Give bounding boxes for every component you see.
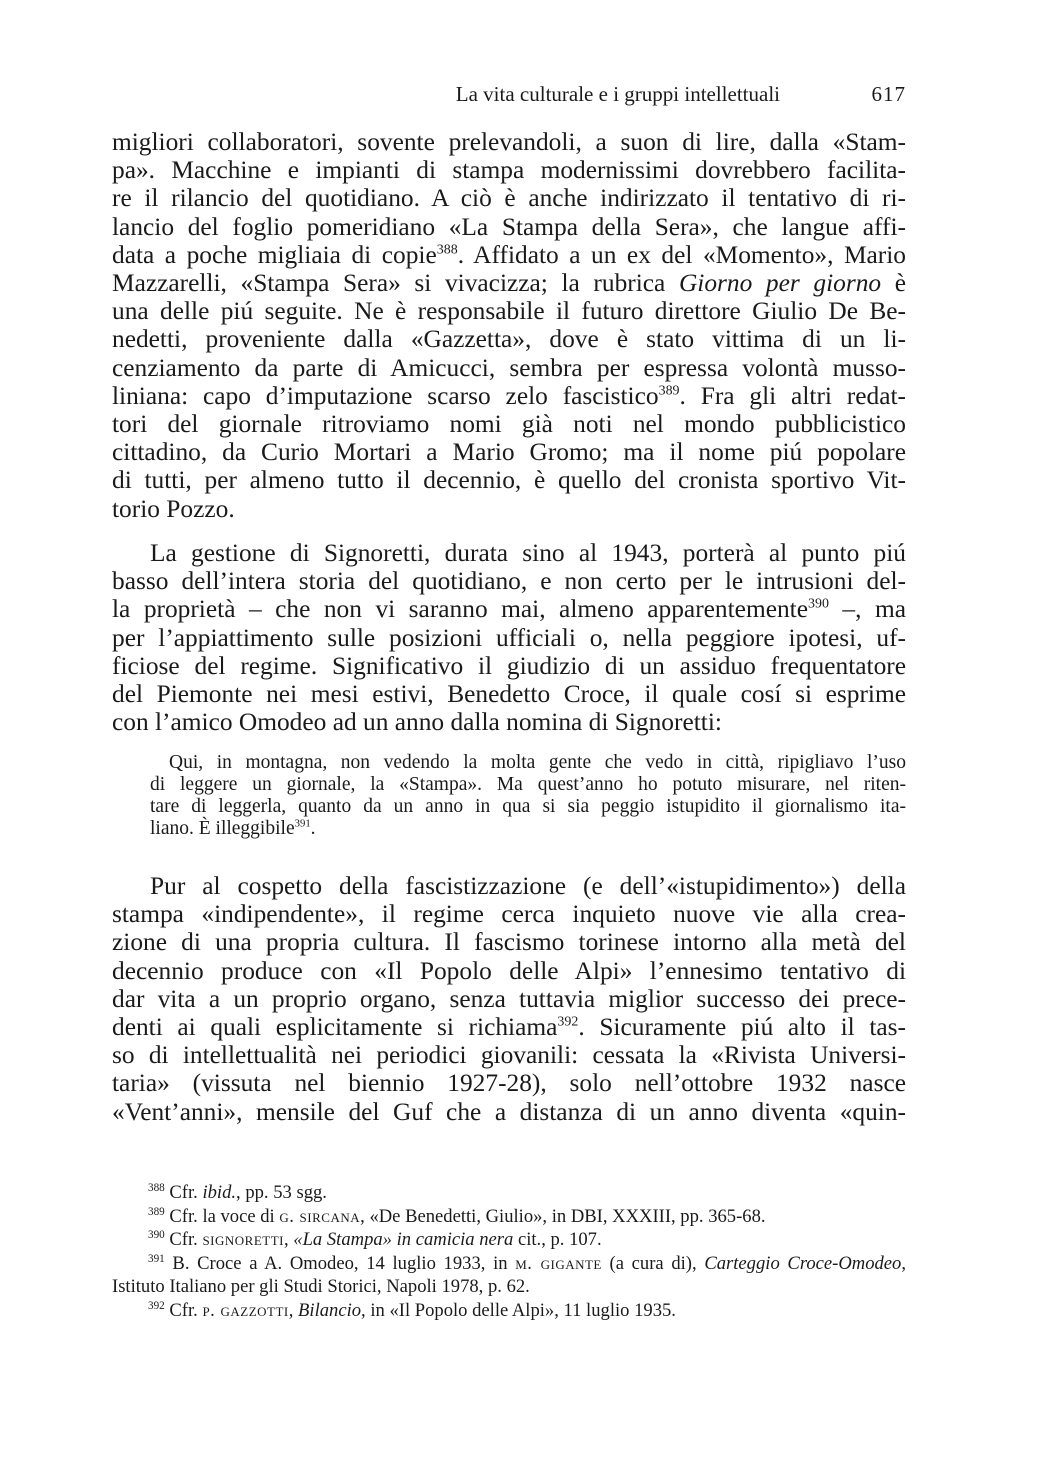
- text-line: di tutti, per almeno tutto il decennio, è quello del cronista sportivo Vit-: [112, 466, 906, 495]
- text-line: denti ai quali esplicitamente si richiama$^{392}$. Sicuramente piú alto il tas-: [112, 1013, 907, 1042]
- text-line: la proprietà – che non vi saranno mai, almeno apparentemente$^{390}$ –, ma: [112, 595, 906, 624]
- text-line: per l’appiattimento sulle posizioni ufficiali o, nella peggiore ipotesi, uf-: [112, 623, 906, 652]
- footnote-388: $^{388}$ Cfr. ibid., pp. 53 sgg.: [148, 1181, 327, 1203]
- footnote-ref-389: 389: [658, 383, 680, 399]
- block-quote: [150, 752, 906, 840]
- text-line: lancio del foglio pomeridiano «La Stampa della Sera», che langue affi-: [112, 212, 906, 241]
- paragraph-1: [112, 128, 906, 523]
- text-line: cittadino, da Curio Mortari a Mario Gromo; ma il nome piú popolare: [112, 438, 906, 467]
- text-line: migliori collaboratori, sovente prelevandoli, a suon di lire, dalla «Stam-: [112, 128, 906, 156]
- text-line: del Piemonte nei mesi estivi, Benedetto Croce, il quale cosí si esprime: [112, 680, 906, 709]
- footnote-390: $^{390}$ Cfr. signoretti, «La Stampa» in camicia nera cit., p. 107.: [148, 1228, 602, 1250]
- text-line: so di intellettualità nei periodici giovanili: cessata la «Rivista Universi-: [112, 1041, 906, 1070]
- text-line: dar vita a un proprio organo, senza tuttavia miglior successo dei prece-: [112, 984, 906, 1013]
- column-title: Giorno per giorno: [678, 269, 882, 298]
- running-title: La vita culturale e i gruppi intellettuali: [455, 82, 780, 106]
- text-line: data a poche migliaia di copie$^{388}$. Affidato a un ex del «Momento», Mario: [112, 240, 907, 269]
- text-line: «Vent’anni», mensile del Guf che a distanza di un anno diventa «quin-: [112, 1097, 906, 1126]
- quote-line: tare di leggerla, quanto da un anno in qua si sia peggio istupidito il giornalismo ita-: [150, 796, 906, 818]
- text-line: tori del giornale ritroviamo nomi già noti nel mondo pubblicistico: [112, 410, 906, 439]
- text-line: pa». Macchine e impianti di stampa modernissimi dovrebbero facilita-: [112, 156, 906, 185]
- text-line: La gestione di Signoretti, durata sino al 1943, porterà al punto piú: [150, 539, 906, 567]
- footnote-ref-390: 390: [807, 596, 829, 612]
- running-head: [112, 82, 906, 116]
- text-line: ficiose del regime. Significativo il giudizio di un assiduo frequentatore: [112, 651, 906, 680]
- text-line: liniana: capo d’imputazione scarso zelo fascistico$^{389}$. Fra gli altri redat-: [112, 381, 906, 410]
- text-line: una delle piú seguite. Ne è responsabile il futuro direttore Giulio De Be-: [112, 297, 906, 326]
- text-line: cenziamento da parte di Amicucci, sembra per espressa volontà musso-: [112, 353, 906, 382]
- text-line: Mazzarelli, «Stampa Sera» si vivacizza; la rubrica Giorno per giorno è: [112, 269, 906, 298]
- page-number: 617: [871, 82, 906, 106]
- quote-line: Qui, in montagna, non vedendo la molta gente che vedo in città, ripigliavo l’uso: [169, 752, 906, 773]
- footnote-ref-392: 392: [557, 1014, 579, 1030]
- footnotes: [112, 1181, 906, 1322]
- text-line: con l’amico Omodeo ad un anno dalla nomina di Signoretti:: [112, 708, 722, 737]
- text-line: nedetti, proveniente dalla «Gazzetta», dove è stato vittima di un li-: [112, 325, 906, 354]
- text-line: zione di una propria cultura. Il fascismo torinese intorno alla metà del: [112, 928, 906, 957]
- footnote-392: $^{392}$ Cfr. p. gazzotti, Bilancio, in «Il Popolo delle Alpi», 11 luglio 1935.: [148, 1299, 676, 1321]
- footnote-389: $^{389}$ Cfr. la voce di g. sircana, «De Benedetti, Giulio», in DBI, XXXIII, pp. 365-68.: [148, 1205, 766, 1227]
- text-line: taria» (vissuta nel biennio 1927-28), solo nell’ottobre 1932 nasce: [112, 1069, 906, 1098]
- footnote-ref-388: 388: [436, 242, 458, 258]
- footnote-ref-391: 391: [294, 817, 311, 830]
- paragraph-3: [112, 872, 906, 1126]
- quote-line: liano. È illeggibile$^{391}$.: [150, 817, 316, 840]
- text-line: stampa «indipendente», il regime cerca inquieto nuove vie alla crea-: [112, 900, 906, 929]
- footnote-391: $^{391}$ B. Croce a A. Omodeo, 14 luglio 1933, in m. gigante (a cura di), Carteggio Croce-Omodeo, Istituto Italiano per gli Studi Storici, Napoli 1978, p. 62.: [112, 1252, 907, 1297]
- text-line: re il rilancio del quotidiano. A ciò è anche indirizzato il tentativo di ri-: [112, 184, 906, 213]
- text-line: torio Pozzo.: [112, 494, 235, 523]
- paragraph-2: [112, 539, 906, 736]
- text-line: decennio produce con «Il Popolo delle Alpi» l’ennesimo tentativo di: [112, 956, 906, 985]
- text-line: Pur al cospetto della fascistizzazione (e dell’«istupidimento») della: [150, 872, 906, 900]
- text-line: basso dell’intera storia del quotidiano, e non certo per le intrusioni del-: [112, 567, 906, 596]
- quote-line: di leggere un giornale, la «Stampa». Ma quest’anno ho potuto misurare, nel riten-: [150, 774, 906, 796]
